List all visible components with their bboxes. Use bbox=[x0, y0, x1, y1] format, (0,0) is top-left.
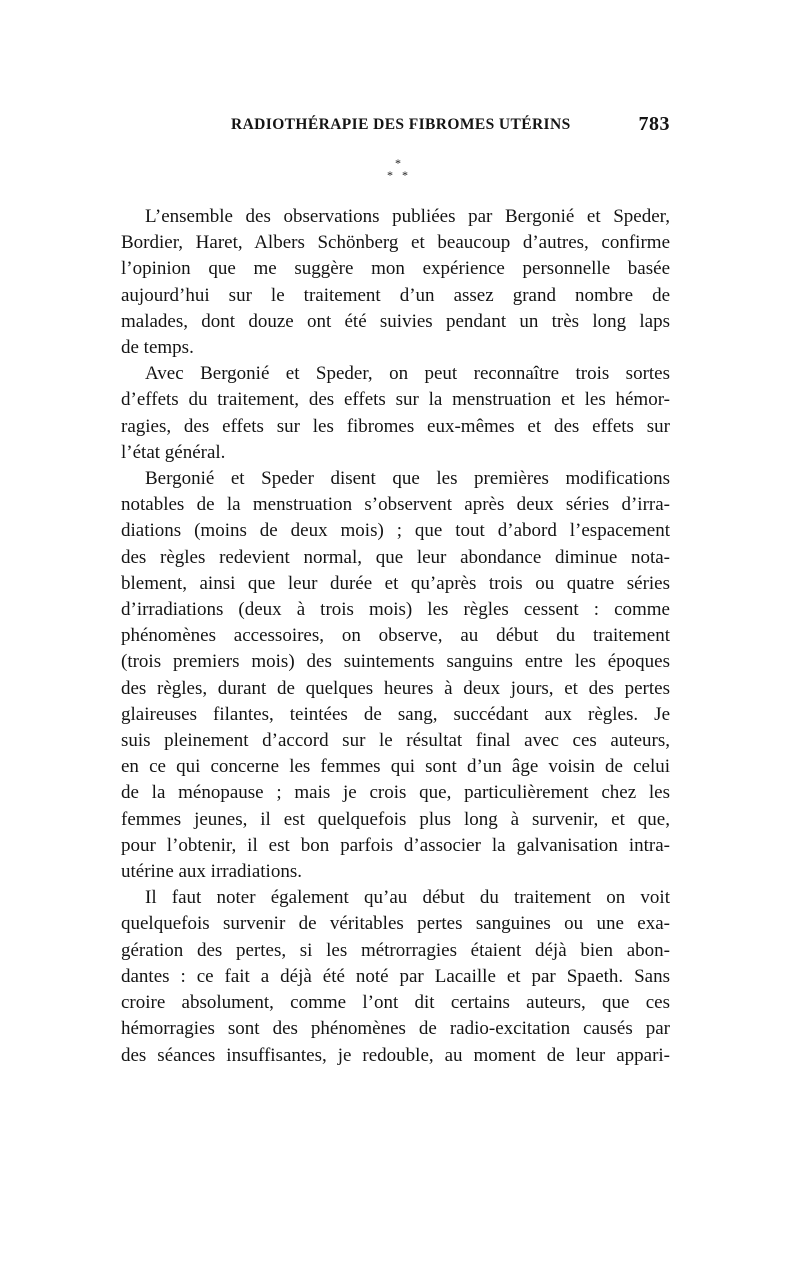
text-line: l’état général. bbox=[121, 441, 226, 463]
text-line: d’irradiations (deux à trois mois) les règles cessent : comme bbox=[121, 599, 670, 621]
running-header bbox=[121, 113, 670, 140]
text-line: notables de la menstruation s’observent après deux séries d’irra- bbox=[121, 494, 670, 516]
text-line: aujourd’hui sur le traitement d’un assez grand nombre de bbox=[121, 284, 670, 306]
page-number: 783 bbox=[638, 113, 670, 135]
running-title: RADIOTHÉRAPIE DES FIBROMES UTÉRINS bbox=[231, 116, 571, 133]
text-line: utérine aux irradiations. bbox=[121, 861, 302, 883]
text-line: croire absolument, comme l’ont dit certains auteurs, que ces bbox=[121, 992, 670, 1014]
text-line: glaireuses filantes, teintées de sang, succédant aux règles. Je bbox=[121, 703, 670, 725]
paragraph-4 bbox=[121, 885, 670, 1068]
text-line: Avec Bergonié et Speder, on peut reconnaître trois sortes bbox=[145, 363, 670, 385]
text-line: de temps. bbox=[121, 337, 194, 359]
text-line: quelquefois survenir de véritables pertes sanguines ou une exa- bbox=[121, 913, 670, 935]
text-line: suis pleinement d’accord sur le résultat final avec ces auteurs, bbox=[121, 730, 670, 752]
text-line: femmes jeunes, il est quelquefois plus long à survenir, et que, bbox=[121, 808, 670, 830]
text-line: l’opinion que me suggère mon expérience personnelle basée bbox=[121, 258, 670, 280]
text-line: en ce qui concerne les femmes qui sont d’un âge voisin de celui bbox=[121, 756, 670, 778]
text-line: Il faut noter également qu’au début du traitement on voit bbox=[145, 887, 670, 909]
asterisk-top: * bbox=[395, 156, 401, 170]
text-line: hémorragies sont des phénomènes de radio-excitation causés par bbox=[121, 1018, 670, 1040]
text-line: dantes : ce fait a déjà été noté par Lacaille et par Spaeth. Sans bbox=[121, 965, 670, 987]
section-separator-asterism bbox=[385, 155, 415, 195]
text-line: d’effets du traitement, des effets sur la menstruation et les hémor- bbox=[121, 389, 670, 411]
text-line: (trois premiers mois) des suintements sanguins entre les époques bbox=[121, 651, 670, 673]
text-line: de la ménopause ; mais je crois que, particulièrement chez les bbox=[121, 782, 670, 804]
text-line: blement, ainsi que leur durée et qu’après trois ou quatre séries bbox=[121, 572, 670, 594]
text-line: des règles redevient normal, que leur abondance diminue nota- bbox=[121, 546, 670, 568]
text-line: Bordier, Haret, Albers Schönberg et beaucoup d’autres, confirme bbox=[121, 232, 670, 254]
text-line: pour l’obtenir, il est bon parfois d’associer la galvanisation intra- bbox=[121, 834, 670, 856]
asterisk-bottom-right: * bbox=[402, 168, 408, 182]
text-line: phénomènes accessoires, on observe, au début du traitement bbox=[121, 625, 670, 647]
text-line: des règles, durant de quelques heures à deux jours, et des pertes bbox=[121, 677, 670, 699]
text-line: ragies, des effets sur les fibromes eux-mêmes et des effets sur bbox=[121, 415, 670, 437]
text-line: Bergonié et Speder disent que les premières modifications bbox=[145, 468, 670, 490]
asterisk-bottom-left: * bbox=[387, 168, 393, 182]
text-line: gération des pertes, si les métrorragies étaient déjà bien abon- bbox=[121, 939, 670, 961]
text-line: des séances insuffisantes, je redouble, au moment de leur appari- bbox=[121, 1044, 670, 1066]
body-text bbox=[121, 204, 670, 1069]
text-line: diations (moins de deux mois) ; que tout d’abord l’espacement bbox=[121, 520, 670, 542]
paragraph-1 bbox=[121, 204, 670, 361]
paragraph-2 bbox=[121, 361, 670, 466]
text-line: L’ensemble des observations publiées par Bergonié et Speder, bbox=[145, 206, 670, 227]
text-line: malades, dont douze ont été suivies pendant un très long laps bbox=[121, 310, 670, 332]
paragraph-3 bbox=[121, 466, 670, 885]
